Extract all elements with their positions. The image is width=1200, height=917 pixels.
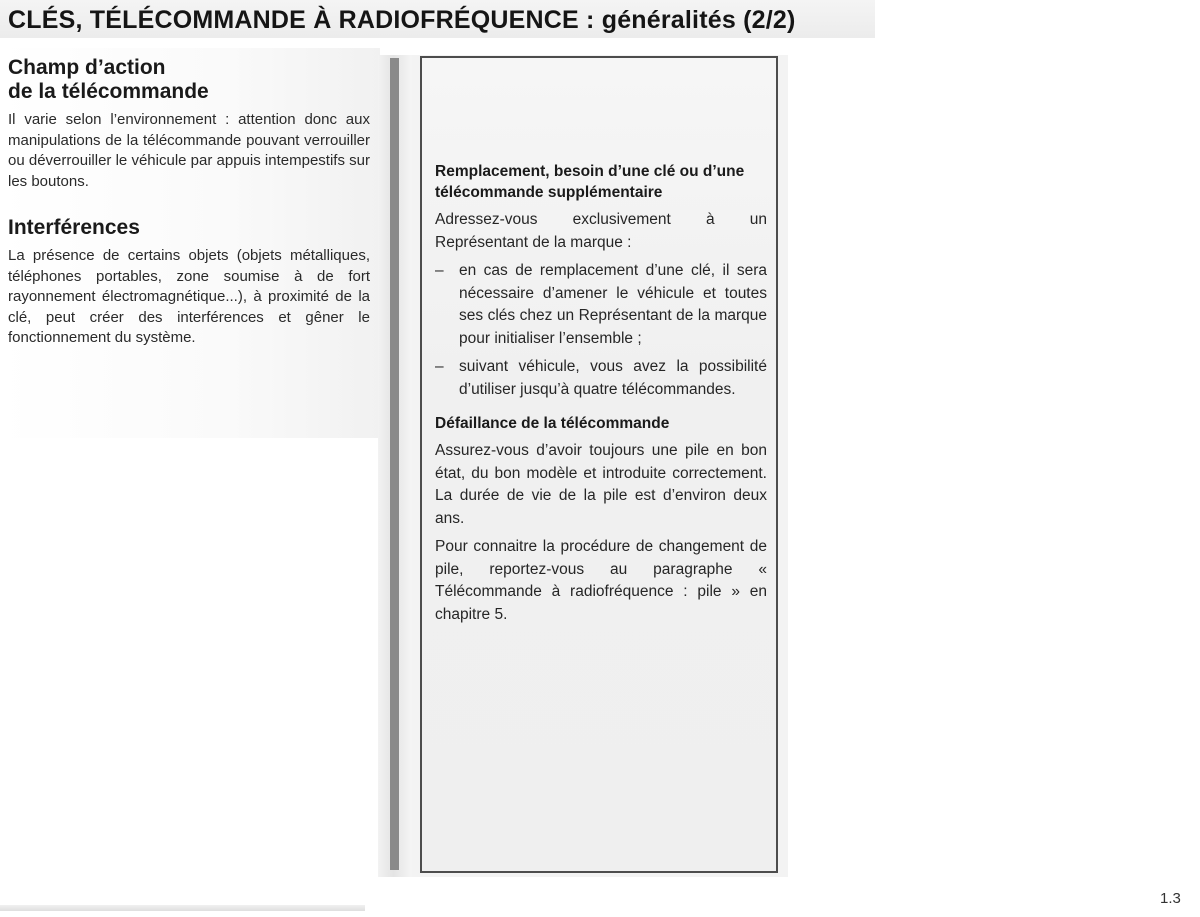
failure-paragraph-2: Pour connaitre la procédure de changement de pile, reportez-vous au paragraphe « Télécommande à radiofréquence : pile » en chapitre 5. [435,538,767,623]
list-item-text: suivant véhicule, vous avez la possibilité d’utiliser jusqu’à quatre télécommandes. [459,358,767,398]
list-item-text: en cas de remplacement d’une clé, il sera nécessaire d’amener le véhicule et toutes ses clés chez un Représentant de la marque pour initialiser l’ensemble ; [459,262,767,347]
list-item [435,356,767,401]
heading-line-1: Champ d’action [8,56,166,79]
failure-heading: Défaillance de la télécommande [435,415,670,432]
interference-paragraph: La présence de certains objets (objets métalliques, téléphones portables, zone soumise à de fort rayonnement électromagnétique...), à proximité de la clé, peut créer des interférences et gêner le fonctionnement du système. [8,247,370,346]
page-title: CLÉS, TÉLÉCOMMANDE À RADIOFRÉQUENCE : généralités (2/2) [8,6,796,34]
replacement-heading: Remplacement, besoin d’une clé ou d’une télécommande supplémentaire [435,163,745,201]
section-heading-interference: Interférences [8,216,140,239]
section-heading-range [8,56,370,104]
heading-line-2: de la télécommande [8,80,209,103]
failure-paragraph-1: Assurez-vous d’avoir toujours une pile en bon état, du bon modèle et introduite correctement. La durée de vie de la pile est d’environ deux ans. [435,442,767,527]
list-item [435,260,767,350]
note-box-content [435,161,767,626]
bottom-rule [0,905,365,911]
replacement-list [435,260,767,401]
gutter-bar [390,58,399,870]
left-column [8,56,370,349]
list-dash: – [435,358,444,375]
list-dash: – [435,262,444,279]
page-number: 1.3 [1160,890,1181,907]
range-paragraph: Il varie selon l’environnement : attention donc aux manipulations de la télécommande pouvant verrouiller ou déverrouiller le véhicule par appuis intempestifs sur les boutons. [8,111,370,190]
replacement-intro: Adressez-vous exclusivement à un Représentant de la marque : [435,211,767,251]
